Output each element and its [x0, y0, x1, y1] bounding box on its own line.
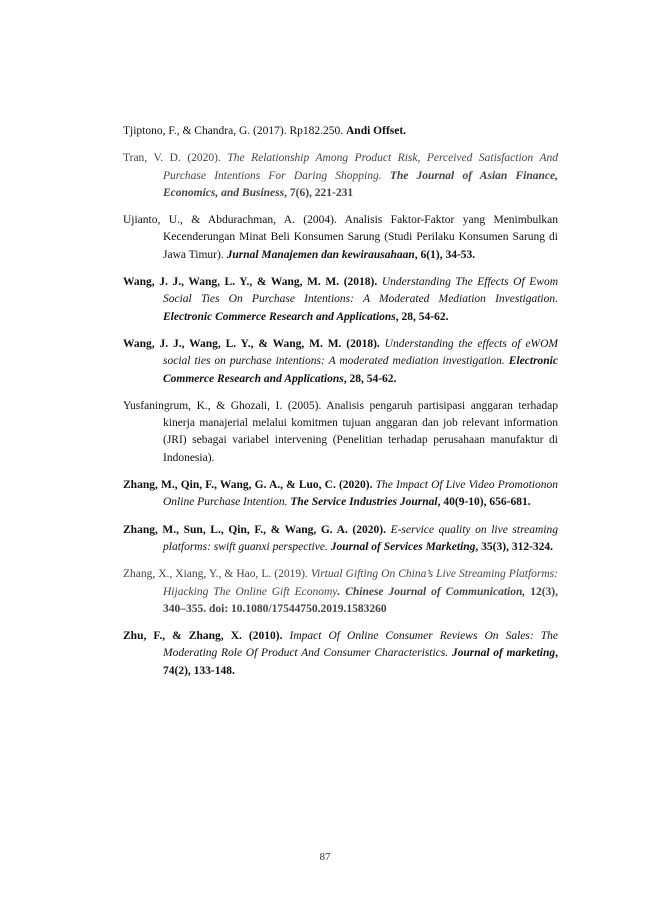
reference-item: Zhang, M., Sun, L., Qin, F., & Wang, G. A. (2020). E-service quality on live streaming platforms: swift guanxi perspective. Journal of Services Marketing, 35(3), 312-324. — [123, 523, 558, 553]
reference-item: Ujianto, U., & Abdurachman, A. (2004). Analisis Faktor-Faktor yang Menimbulkan Kecenderungan Minat Beli Konsumen Sarung (Studi Perilaku Konsumen Sarung di Jawa Timur). Jurnal Manajemen dan kewirausahaan, 6(1), 34-53. — [123, 214, 558, 261]
reference-item: Zhu, F., & Zhang, X. (2010). Impact Of Online Consumer Reviews On Sales: The Moderating Role Of Product And Consumer Characteristics. Journal of marketing, 74(2), 133-148. — [123, 630, 558, 677]
reference-item: Zhang, X., Xiang, Y., & Hao, L. (2019). Virtual Gifting On China’s Live Streaming Platforms: Hijacking The Online Gift Economy. Chinese Journal of Communication, 12(3), 340–355. doi: 10.1080/17544750.2019.1583260 — [123, 568, 558, 615]
reference-item: Wang, J. J., Wang, L. Y., & Wang, M. M. (2018). Understanding The Effects Of Ewom Social Ties On Purchase Intentions: A Moderated Mediation Investigation. Electronic Commerce Research and Applications, 28, 54-62. — [123, 276, 558, 323]
page-number: 87 — [319, 851, 331, 863]
reference-item: Tjiptono, F., & Chandra, G. (2017). Rp182.250. Andi Offset. — [123, 125, 407, 137]
reference-item: Zhang, M., Qin, F., Wang, G. A., & Luo, C. (2020). The Impact Of Live Video Promotionon Online Purchase Intention. The Service Industries Journal, 40(9-10), 656-681. — [123, 479, 558, 509]
reference-item: Yusfaningrum, K., & Ghozali, I. (2005). Analisis pengaruh partisipasi anggaran terhadap kinerja manajerial melalui komitmen tujuan anggaran dan job relevant information (JRI) sebagai variabel intervening (Penelitian terhadap perusahaan manufaktur di Indonesia). — [123, 399, 558, 464]
reference-item: Tran, V. D. (2020). The Relationship Among Product Risk, Perceived Satisfaction And Purchase Intentions For Daring Shopping. The Journal of Asian Finance, Economics, and Business, 7(6), 221-231 — [123, 152, 558, 199]
reference-item: Wang, J. J., Wang, L. Y., & Wang, M. M. (2018). Understanding the effects of eWOM social ties on purchase intentions: A moderated mediation investigation. Electronic Commerce Research and Applications, 28, 54-62. — [123, 337, 559, 385]
reference-list — [123, 123, 558, 690]
